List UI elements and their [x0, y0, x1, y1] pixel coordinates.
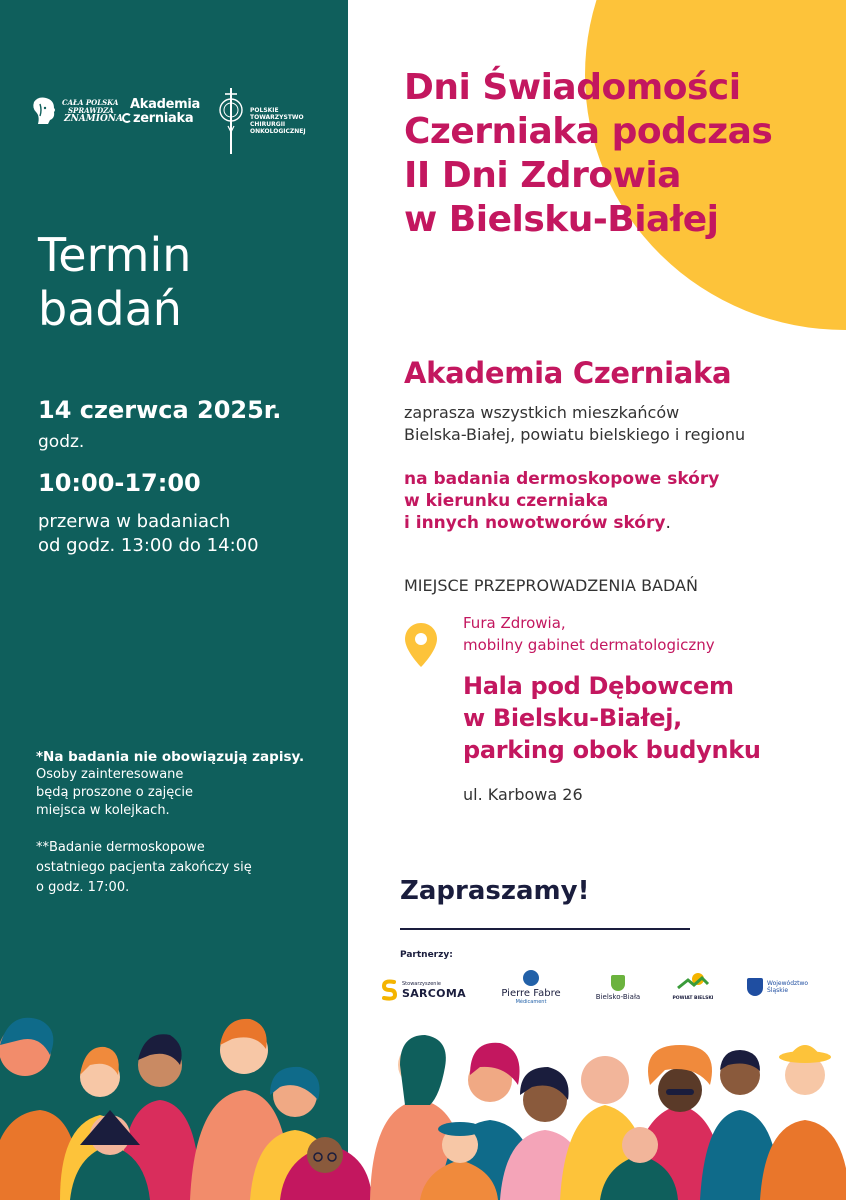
ak-c-icon [122, 113, 132, 123]
termin-heading [38, 228, 191, 336]
gps-line-3: ZNAMIONA [64, 114, 124, 124]
bielsko-biala-crest-icon [611, 975, 625, 991]
ptco-line-1: POLSKIE [250, 107, 279, 114]
ak-line-1: Akademia [130, 97, 200, 112]
place-heading: MIEJSCE PRZEPROWADZENIA BADAŃ [404, 576, 698, 595]
venue-line-3: parking obok budynku [463, 736, 761, 764]
sarcoma-small: Stowarzyszenie [402, 980, 441, 987]
termin-line-2: badań [38, 282, 182, 336]
cala-polska-sprawdza-znamiona-logo [32, 96, 123, 126]
note1-bold: *Na badania nie obowiązują zapisy. [36, 749, 305, 765]
slaskie-crest-icon [747, 978, 763, 996]
break-line-1: przerwa w badaniach [38, 511, 231, 532]
title-line-3: II Dni Zdrowia [404, 155, 681, 196]
woj-line-2: Śląskie [767, 987, 789, 994]
invite-line-1: zaprasza wszystkich mieszkańców [404, 403, 680, 422]
note2-line-2: ostatniego pacjenta zakończy się [36, 860, 252, 875]
invite-line-2: Bielska-Białej, powiatu bielskiego i regionu [404, 425, 746, 444]
street-address: ul. Karbowa 26 [463, 785, 583, 804]
pierre-fabre-sub: Médicament [515, 999, 547, 1005]
gps-line-2: SPRAWDZA [68, 106, 114, 115]
event-date: 14 czerwca 2025r. [38, 396, 282, 424]
ptco-logo [218, 86, 306, 156]
pierre-fabre-name: Pierre Fabre [501, 988, 561, 999]
break-line-2: od godz. 13:00 do 14:00 [38, 535, 259, 556]
crowd-person [760, 1045, 846, 1200]
title-line-1: Dni Świadomości [404, 67, 741, 108]
organizer-name: Akademia Czerniaka [404, 356, 732, 390]
gps-line-1: CAŁA POLSKA [62, 98, 119, 107]
exam-description [404, 468, 719, 534]
venue-subtitle [463, 612, 715, 656]
partners-heading: Partnerzy: [400, 950, 453, 960]
ptco-sword-icon [218, 86, 244, 156]
page-title [404, 66, 772, 242]
ptco-line-2: TOWARZYSTWO [250, 114, 304, 121]
exam-line-3: i innych nowotworów skóry [404, 513, 666, 533]
akademia-czerniaka-logo [122, 98, 200, 126]
ak-line-2: zerniaka [133, 111, 194, 126]
note1-line-2: Osoby zainteresowane [36, 767, 184, 782]
note2-line-1: **Badanie dermoskopowe [36, 840, 205, 855]
venue-name [463, 670, 761, 766]
venue-line-1: Hala pod Dębowcem [463, 672, 734, 700]
sarcoma-name: SARCOMA [402, 986, 466, 1000]
exam-line-1: na badania dermoskopowe skóry [404, 469, 720, 489]
break-info [38, 510, 259, 558]
note1-line-4: miejsca w kolejkach. [36, 803, 170, 818]
woj-line-1: Województwo [767, 980, 809, 987]
exam-line-2: w kierunku czerniaka [404, 491, 609, 511]
partner-sarcoma [380, 978, 466, 1002]
location-pin-icon [404, 622, 438, 668]
gps-face-icon [32, 96, 58, 126]
ptco-line-3: CHIRURGII [250, 121, 286, 128]
note2-line-3: o godz. 17:00. [36, 880, 130, 895]
godz-label: godz. [38, 432, 85, 452]
note1-line-3: będą proszone o zajęcie [36, 785, 194, 800]
invitation-text [404, 402, 745, 446]
powiat-bielski-name: POWIAT BIELSKI [672, 996, 714, 1001]
pierre-fabre-logo-icon [523, 970, 539, 986]
powiat-bielski-logo-icon [676, 972, 710, 992]
ptco-line-4: ONKOLOGICZNEJ [250, 128, 306, 135]
partner-powiat-bielski [670, 972, 716, 1001]
exam-dot: . [665, 513, 671, 533]
last-patient-note [36, 838, 252, 898]
closing-text: Zapraszamy! [400, 876, 590, 906]
title-line-4: w Bielsku-Białej [404, 199, 719, 240]
title-line-2: Czerniaka podczas [404, 111, 773, 152]
venue-sub-line-2: mobilny gabinet dermatologiczny [463, 636, 715, 654]
registration-note [36, 748, 304, 820]
partner-bielsko-biala [590, 975, 646, 1001]
venue-sub-line-1: Fura Zdrowia, [463, 614, 566, 632]
termin-line-1: Termin [38, 228, 192, 282]
closing-divider [400, 928, 690, 930]
event-time: 10:00-17:00 [38, 469, 201, 497]
crowd-illustration [0, 1005, 846, 1200]
venue-line-2: w Bielsku-Białej, [463, 704, 682, 732]
bielsko-biala-name: Bielsko-Biała [595, 993, 641, 1001]
sarcoma-logo-icon [380, 978, 398, 1002]
partner-pierre-fabre [496, 970, 566, 1005]
partner-wojewodztwo-slaskie [747, 978, 808, 996]
